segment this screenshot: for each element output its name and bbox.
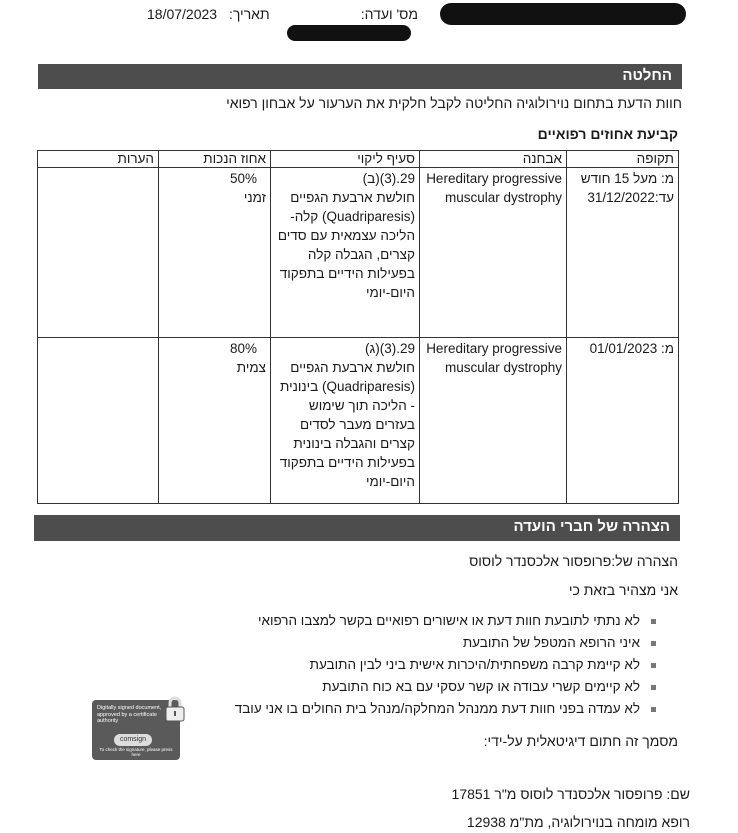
col-diagnosis: אבחנה: [420, 151, 567, 168]
declaration-list: [235, 610, 658, 720]
percent-cell: [159, 168, 271, 338]
period-from: מ: 01/01/2023: [589, 341, 674, 356]
percent-value: 80%: [230, 341, 258, 356]
table-row: [38, 168, 679, 338]
comsign-logo: comsign: [114, 734, 152, 746]
percent-type: צמית: [236, 360, 266, 375]
redaction-bar-small: [287, 25, 411, 41]
badge-text: Digitally signed document, approved by a certificate authority: [97, 705, 162, 724]
statement-by: הצהרה של:פרופסור אלכסנדר לוסוס: [469, 553, 678, 569]
digital-signature-badge[interactable]: [92, 700, 180, 760]
date-value: 18/07/2023: [147, 6, 218, 22]
signer-name: שם: פרופסור אלכסנדר לוסוס מ"ר 17851: [451, 786, 690, 802]
table-row: [38, 338, 679, 504]
period-from: מ: מעל 15 חודש: [580, 171, 674, 186]
signer-title: רופא מומחה בנוירולוגיה, מת"מ 12938: [466, 814, 690, 830]
diagnosis-cell: Hereditary progressive muscular dystrophy: [420, 338, 567, 504]
notes-cell: [38, 338, 159, 504]
table-header-row: [38, 151, 679, 168]
col-period: תקופה: [567, 151, 679, 168]
section-code: 29.(3)(ג): [365, 341, 415, 356]
percentages-title: קביעת אחוזים רפואיים: [537, 126, 678, 142]
badge-footer: To check the signature, please press here: [99, 747, 173, 757]
date-label: תאריך:: [228, 6, 270, 22]
section-text: חולשת ארבעת הגפיים (Quadriparesis) קלה- הליכה עצמאית עם סדים קצרים, הגבלה קלה בפעילות הידיים בתפקוד היום-יומי: [277, 190, 415, 300]
notes-cell: [38, 168, 159, 338]
list-item: לא עמדה בפני חוות דעת ממנהל המחלקה/מנהל בית החולים בו אני עובד: [235, 698, 658, 720]
period-to: עד:31/12/2022: [587, 190, 674, 205]
decision-title: החלטה: [38, 64, 682, 89]
signed-line: מסמך זה חתום דיגיטאלית על-ידי:: [483, 733, 678, 749]
percent-type: זמני: [243, 190, 266, 205]
percentages-table: [37, 150, 679, 504]
list-item: לא קיימים קשרי עבודה או קשר עסקי עם בא כוח התובעת: [235, 676, 658, 698]
section-cell: [271, 338, 420, 504]
lock-icon: [164, 696, 186, 722]
col-percent: אחוז הנכות: [159, 151, 271, 168]
committee-label: מס' ועדה:: [360, 6, 418, 22]
statement-intro: אני מצהיר בזאת כי: [568, 582, 678, 598]
period-cell: [567, 338, 679, 504]
col-section: סעיף ליקוי: [271, 151, 420, 168]
section-code: 29.(3)(ב): [362, 171, 415, 186]
list-item: לא נתתי לתובעת חוות דעת או אישורים רפואיים בקשר למצבו הרפואי: [235, 610, 658, 632]
decision-text: חוות הדעת בתחום נוירולוגיה החליטה לקבל חלקית את הערעור על אבחון רפואי: [226, 95, 682, 111]
list-item: איני הרופא המטפל של התובעת: [235, 632, 658, 654]
diagnosis-cell: Hereditary progressive muscular dystrophy: [420, 168, 567, 338]
redaction-bar: [440, 3, 686, 25]
percent-value: 50%: [230, 171, 258, 186]
section-text: חולשת ארבעת הגפיים (Quadriparesis) בינונית - הליכה תוך שימוש בעזרים מעבר לסדים קצרים והגבלה בינונית בפעילות הידיים בתפקוד היום-יומי: [279, 360, 415, 489]
col-notes: הערות: [38, 151, 159, 168]
period-cell: [567, 168, 679, 338]
statement-title: הצהרה של חברי הועדה: [34, 515, 680, 541]
list-item: לא קיימת קרבה משפחתית/היכרות אישית ביני לבין התובעת: [235, 654, 658, 676]
section-cell: [271, 168, 420, 338]
date-row: [147, 6, 270, 22]
percent-cell: [159, 338, 271, 504]
